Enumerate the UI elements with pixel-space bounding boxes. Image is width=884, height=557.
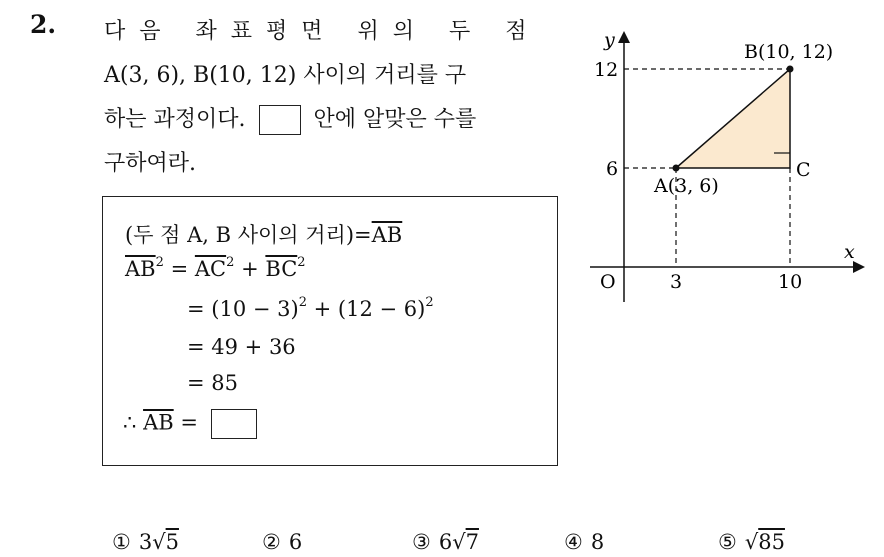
- choice-mark: ②: [262, 530, 281, 554]
- point-a: [673, 165, 680, 172]
- stem-line-2: A(3, 6), B(10, 12) 사이의 거리를 구: [104, 63, 467, 88]
- question-stem: [104, 10, 564, 186]
- proof-line-5: = 85: [187, 371, 238, 395]
- x-axis-label: x: [844, 241, 855, 263]
- choice-mark: ③: [412, 530, 431, 554]
- proof-line-3: [187, 295, 434, 321]
- stem-line-3-after: 안에 알맞은 수를: [313, 107, 477, 132]
- y-tick-6: 6: [606, 158, 619, 180]
- choice-mark: ④: [564, 530, 583, 554]
- question-number: 2.: [30, 10, 57, 39]
- choice-value: 6: [288, 530, 303, 554]
- equals-sign: =: [180, 410, 198, 435]
- choice-mark: ⑤: [718, 530, 737, 554]
- origin-label: O: [600, 271, 616, 293]
- exponent: 2: [298, 295, 307, 310]
- answer-blank-box: [211, 409, 257, 439]
- stem-line-3-before: 하는 과정이다.: [104, 107, 246, 132]
- choice-5[interactable]: [718, 530, 785, 554]
- point-a-label: A(3, 6): [654, 175, 719, 197]
- choice-radicand: 85: [758, 530, 785, 554]
- y-axis-label: y: [604, 29, 615, 51]
- exponent: 2: [297, 255, 306, 270]
- point-b: [787, 66, 794, 73]
- blank-box: [259, 105, 301, 135]
- choice-radicand: 7: [465, 530, 479, 554]
- equals-sign: =: [170, 257, 189, 281]
- exponent: 2: [425, 295, 434, 310]
- segment-ab: $\overline{AB}$: [143, 410, 174, 435]
- coordinate-graph: [586, 26, 872, 306]
- y-tick-12: 12: [594, 59, 619, 81]
- sqrt-icon: √: [452, 530, 466, 554]
- stem-line-3: [104, 98, 564, 142]
- stem-line-4: 구하여라.: [104, 151, 197, 176]
- therefore-symbol: ∴: [123, 410, 137, 435]
- answer-choices: [0, 530, 884, 557]
- segment-ab: $\overline{AB}$: [371, 223, 403, 247]
- segment-ab: $\overline{AB}$: [125, 257, 156, 281]
- proof-expression-a: = (10 − 3): [187, 297, 299, 321]
- choice-3[interactable]: [412, 530, 479, 554]
- choice-mark: ①: [112, 530, 131, 554]
- choice-value: 8: [590, 530, 605, 554]
- choice-coefficient: 3: [138, 530, 153, 554]
- choice-2[interactable]: [262, 530, 302, 554]
- point-b-label: B(10, 12): [744, 41, 834, 63]
- segment-bc: $\overline{BC}$: [265, 257, 298, 281]
- choice-4[interactable]: [564, 530, 604, 554]
- triangle-abc: [676, 69, 790, 168]
- proof-line-1: [125, 219, 402, 249]
- segment-ac: $\overline{AC}$: [194, 257, 227, 281]
- choice-radicand: 5: [165, 530, 179, 554]
- x-tick-3: 3: [670, 271, 683, 293]
- proof-distance-text: (두 점 A, B 사이의 거리)=: [125, 223, 372, 247]
- proof-expression-b: + (12 − 6): [306, 297, 426, 321]
- plus-sign: +: [241, 257, 259, 281]
- sqrt-icon: √: [744, 530, 759, 554]
- sqrt-icon: √: [152, 530, 166, 554]
- x-tick-10: 10: [778, 271, 803, 293]
- proof-line-6: [123, 409, 257, 439]
- choice-1[interactable]: [112, 530, 179, 554]
- exponent: 2: [155, 255, 164, 270]
- exponent: 2: [226, 255, 235, 270]
- point-c-label: C: [796, 159, 811, 181]
- proof-line-2: [125, 255, 306, 281]
- stem-line-1: 다음 좌표평면 위의 두 점: [104, 19, 541, 44]
- proof-line-4: = 49 + 36: [187, 335, 296, 359]
- choice-coefficient: 6: [438, 530, 453, 554]
- proof-box: [102, 196, 558, 466]
